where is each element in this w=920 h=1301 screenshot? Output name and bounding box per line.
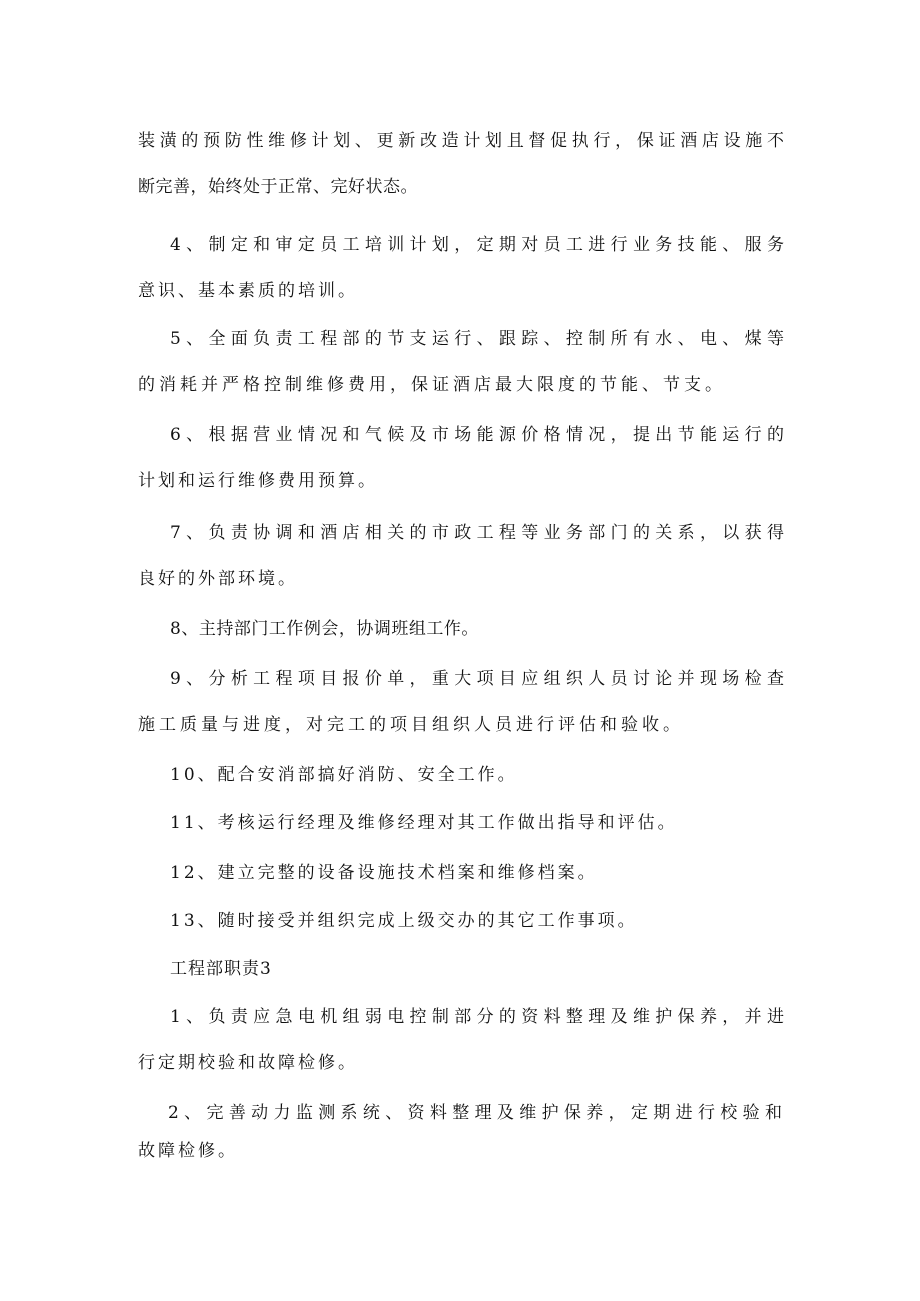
paragraph-line: 13、随时接受并组织完成上级交办的其它工作事项。 bbox=[170, 911, 638, 931]
paragraph-line: 9、分析工程项目报价单，重大项目应组织人员讨论并现场检查 bbox=[170, 669, 784, 689]
paragraph-line: 计划和运行维修费用预算。 bbox=[138, 471, 378, 491]
paragraph-line: 良好的外部环境。 bbox=[138, 569, 298, 589]
paragraph-line: 的消耗并严格控制维修费用，保证酒店最大限度的节能、节支。 bbox=[138, 375, 726, 395]
paragraph-line: 7、负责协调和酒店相关的市政工程等业务部门的关系，以获得 bbox=[170, 523, 784, 543]
paragraph-line: 1、负责应急电机组弱电控制部分的资料整理及维护保养，并进 bbox=[170, 1007, 784, 1027]
section-heading: 工程部职责3 bbox=[170, 959, 272, 979]
paragraph-line: 施工质量与进度，对完工的项目组织人员进行评估和验收。 bbox=[138, 715, 684, 735]
paragraph-line: 行定期校验和故障检修。 bbox=[138, 1053, 358, 1073]
paragraph-line: 10、配合安消部搞好消防、安全工作。 bbox=[170, 765, 518, 785]
paragraph-line: 2、完善动力监测系统、资料整理及维护保养，定期进行校验和 bbox=[168, 1103, 782, 1123]
paragraph-line: 5、全面负责工程部的节支运行、跟踪、控制所有水、电、煤等 bbox=[170, 329, 784, 349]
paragraph-line: 故障检修。 bbox=[138, 1141, 238, 1161]
paragraph-line: 8、主持部门工作例会，协调班组工作。 bbox=[170, 619, 479, 639]
paragraph-line: 意识、基本素质的培训。 bbox=[138, 281, 358, 301]
paragraph-line: 断完善，始终处于正常、完好状态。 bbox=[138, 177, 418, 197]
paragraph-line: 装潢的预防性维修计划、更新改造计划且督促执行，保证酒店设施不 bbox=[138, 131, 784, 151]
paragraph-line: 4、制定和审定员工培训计划，定期对员工进行业务技能、服务 bbox=[170, 235, 784, 255]
paragraph-line: 11、考核运行经理及维修经理对其工作做出指导和评估。 bbox=[170, 813, 678, 833]
paragraph-line: 12、建立完整的设备设施技术档案和维修档案。 bbox=[170, 863, 598, 883]
paragraph-line: 6、根据营业情况和气候及市场能源价格情况，提出节能运行的 bbox=[170, 425, 784, 445]
